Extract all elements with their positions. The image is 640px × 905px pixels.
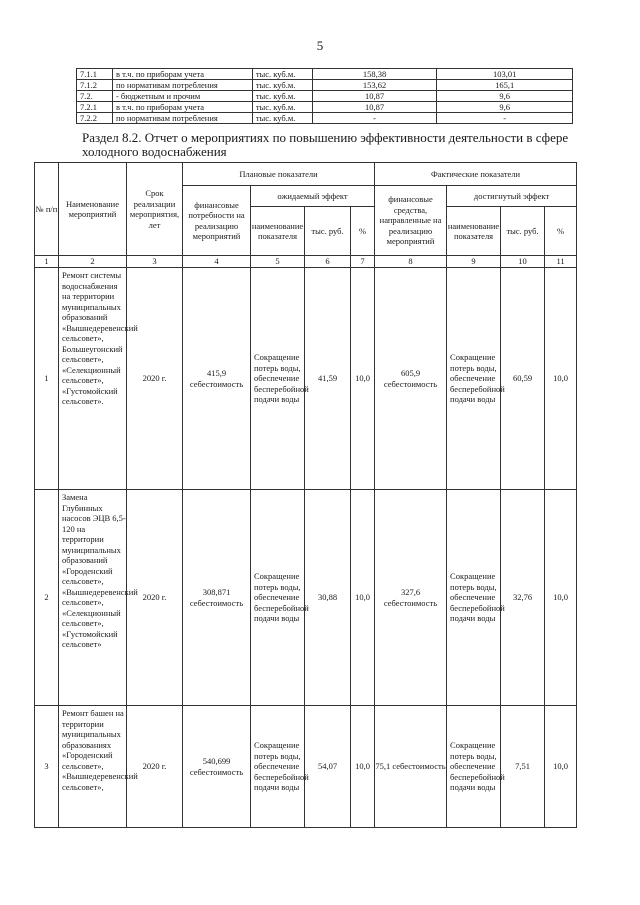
row-unit: тыс. куб.м. bbox=[252, 69, 312, 80]
fact-pct: 10,0 bbox=[545, 490, 577, 706]
row-fact: 9,6 bbox=[437, 102, 573, 113]
measure-name: Ремонт башен на территории муниципальных образованиях «Городенский сельсовет», «Вышнедеревенский сельсовет», bbox=[59, 706, 127, 828]
column-number: 8 bbox=[375, 256, 447, 268]
plan-effect: Сокращение потерь воды, обеспечение бесперебойной подачи воды bbox=[251, 268, 305, 490]
fact-funds: 327,6 себестоимость bbox=[375, 490, 447, 706]
row-code: 7.2.2 bbox=[77, 113, 113, 124]
table-row bbox=[77, 113, 573, 124]
column-number: 10 bbox=[501, 256, 545, 268]
row-name: - бюджетным и прочим bbox=[112, 91, 252, 102]
row-plan: 158,38 bbox=[312, 69, 437, 80]
row-fact: 9,6 bbox=[437, 91, 573, 102]
header-thous-rub: тыс. руб. bbox=[305, 207, 351, 256]
header-thous-rub: тыс. руб. bbox=[501, 207, 545, 256]
plan-pct: 10,0 bbox=[351, 268, 375, 490]
table-row bbox=[35, 706, 577, 828]
row-code: 7.2.1 bbox=[77, 102, 113, 113]
fact-rub: 7,51 bbox=[501, 706, 545, 828]
measures-report-table bbox=[34, 162, 577, 828]
table-row bbox=[35, 490, 577, 706]
column-number: 4 bbox=[183, 256, 251, 268]
row-plan: - bbox=[312, 113, 437, 124]
page-number: 5 bbox=[316, 38, 324, 53]
measure-name: Замена Глубинных насосов ЭЦВ 6,5-120 на территории муниципальных образований «Городенский сельсовет», «Вышнедеревенский сельсовет», «Селекционный сельсовет», «Густомойский сельсовет» bbox=[59, 490, 127, 706]
row-unit: тыс. куб.м. bbox=[252, 113, 312, 124]
fact-pct: 10,0 bbox=[545, 268, 577, 490]
water-volume-table bbox=[76, 68, 573, 124]
fact-pct: 10,0 bbox=[545, 706, 577, 828]
row-unit: тыс. куб.м. bbox=[252, 91, 312, 102]
row-name: по нормативам потребления bbox=[112, 113, 252, 124]
row-num: 3 bbox=[35, 706, 59, 828]
table-row bbox=[77, 102, 573, 113]
plan-rub: 41,59 bbox=[305, 268, 351, 490]
fact-effect: Сокращение потерь воды, обеспечение бесперебойной подачи воды bbox=[447, 706, 501, 828]
row-fact: - bbox=[437, 113, 573, 124]
column-numbers-row bbox=[35, 256, 577, 268]
header-percent: % bbox=[545, 207, 577, 256]
row-code: 7.1.1 bbox=[77, 69, 113, 80]
plan-effect: Сокращение потерь воды, обеспечение бесперебойной подачи воды bbox=[251, 706, 305, 828]
row-name: в т.ч. по приборам учета bbox=[112, 69, 252, 80]
row-fact: 103,01 bbox=[437, 69, 573, 80]
plan-funds: 540,699 себестоимость bbox=[183, 706, 251, 828]
fact-rub: 60,59 bbox=[501, 268, 545, 490]
row-fact: 165,1 bbox=[437, 80, 573, 91]
fact-effect: Сокращение потерь воды, обеспечение бесперебойной подачи воды bbox=[447, 268, 501, 490]
header-num: № п/п bbox=[35, 163, 59, 256]
header-planned: Плановые показатели bbox=[183, 163, 375, 186]
table-row bbox=[35, 268, 577, 490]
header-actual: Фактические показатели bbox=[375, 163, 577, 186]
fact-rub: 32,76 bbox=[501, 490, 545, 706]
column-number: 6 bbox=[305, 256, 351, 268]
row-num: 2 bbox=[35, 490, 59, 706]
column-number: 9 bbox=[447, 256, 501, 268]
header-percent: % bbox=[351, 207, 375, 256]
fact-effect: Сокращение потерь воды, обеспечение бесперебойной подачи воды bbox=[447, 490, 501, 706]
row-unit: тыс. куб.м. bbox=[252, 80, 312, 91]
plan-funds: 308,871 себестоимость bbox=[183, 490, 251, 706]
column-number: 2 bbox=[59, 256, 127, 268]
section-title: Раздел 8.2. Отчет о мероприятиях по повышению эффективности деятельности в сфере холодного водоснабжения bbox=[82, 130, 569, 159]
column-number: 11 bbox=[545, 256, 577, 268]
plan-pct: 10,0 bbox=[351, 706, 375, 828]
fact-funds: 605,9 себестоимость bbox=[375, 268, 447, 490]
table-row bbox=[77, 80, 573, 91]
row-unit: тыс. куб.м. bbox=[252, 102, 312, 113]
table-row bbox=[77, 69, 573, 80]
row-plan: 153,62 bbox=[312, 80, 437, 91]
header-indicator-name: наименование показателя bbox=[251, 207, 305, 256]
header-name: Наименование мероприятий bbox=[59, 163, 127, 256]
header-term: Срок реализации мероприятия, лет bbox=[127, 163, 183, 256]
row-num: 1 bbox=[35, 268, 59, 490]
column-number: 5 bbox=[251, 256, 305, 268]
header-plan-funds: финансовые потребности на реализацию мероприятий bbox=[183, 186, 251, 256]
plan-funds: 415,9 себестоимость bbox=[183, 268, 251, 490]
plan-rub: 54,07 bbox=[305, 706, 351, 828]
header-achieved-effect: достигнутый эффект bbox=[447, 186, 577, 207]
fact-funds: 75,1 себестоимость bbox=[375, 706, 447, 828]
column-number: 7 bbox=[351, 256, 375, 268]
header-indicator-name: наименование показателя bbox=[447, 207, 501, 256]
plan-effect: Сокращение потерь воды, обеспечение бесперебойной подачи воды bbox=[251, 490, 305, 706]
row-name: по нормативам потребления bbox=[112, 80, 252, 91]
measure-term: 2020 г. bbox=[127, 268, 183, 490]
row-code: 7.1.2 bbox=[77, 80, 113, 91]
measure-name: Ремонт системы водоснабжения на территории муниципальных образований «Вышнедеревенский сельсовет», Большеугонский сельсовет», «Селекционный сельсовет», «Густомойский сельсовет». bbox=[59, 268, 127, 490]
header-fact-funds: финансовые средства, направленные на реализацию мероприятий bbox=[375, 186, 447, 256]
row-code: 7.2. bbox=[77, 91, 113, 102]
plan-pct: 10,0 bbox=[351, 490, 375, 706]
header-expected-effect: ожидаемый эффект bbox=[251, 186, 375, 207]
column-number: 3 bbox=[127, 256, 183, 268]
table-row bbox=[77, 91, 573, 102]
column-number: 1 bbox=[35, 256, 59, 268]
measure-term: 2020 г. bbox=[127, 490, 183, 706]
row-plan: 10,87 bbox=[312, 91, 437, 102]
row-name: в т.ч. по приборам учета bbox=[112, 102, 252, 113]
plan-rub: 30,88 bbox=[305, 490, 351, 706]
row-plan: 10,87 bbox=[312, 102, 437, 113]
measure-term: 2020 г. bbox=[127, 706, 183, 828]
